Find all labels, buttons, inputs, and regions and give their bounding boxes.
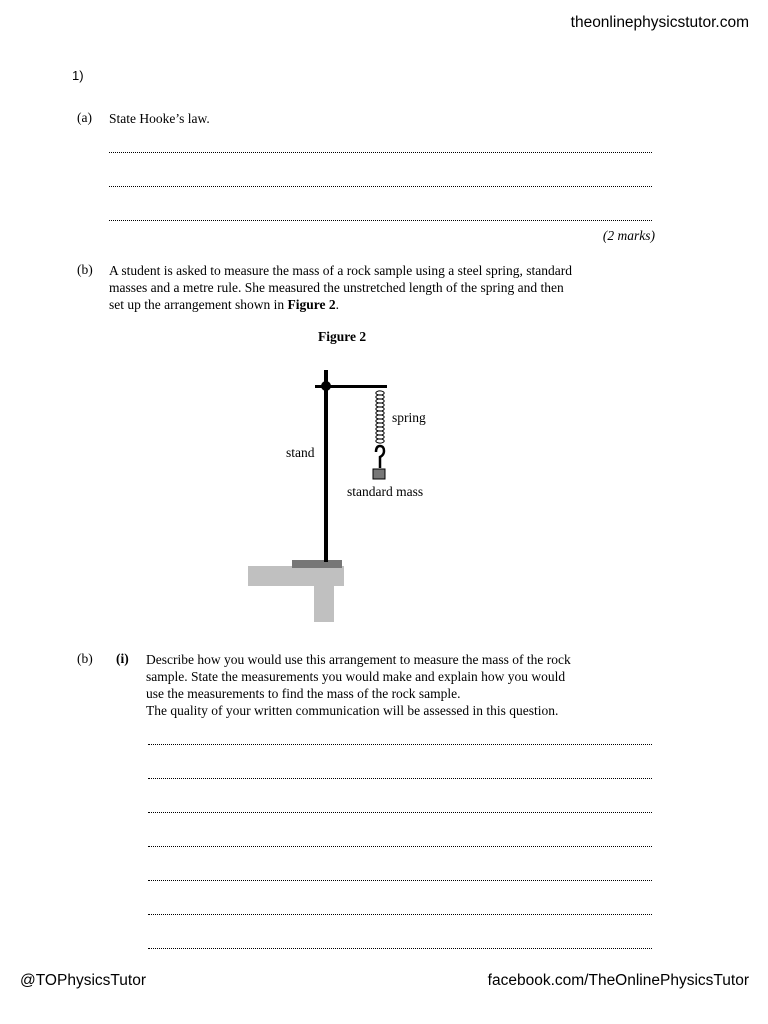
figure-title: Figure 2 <box>318 329 367 344</box>
part-b-i-line-4: The quality of your written communication will be assessed in this question. <box>146 703 559 718</box>
answer-line-a2[interactable] <box>109 186 652 187</box>
part-b-line-3-text: set up the arrangement shown in <box>109 297 288 312</box>
part-a-label: (a) <box>77 110 92 125</box>
label-standard-mass: standard mass <box>347 484 424 499</box>
part-b-line-3 <box>109 296 669 313</box>
answer-line-b3[interactable] <box>148 812 652 813</box>
hook <box>376 446 384 468</box>
part-b-line-1: A student is asked to measure the mass of a rock sample using a steel spring, standard <box>109 263 573 278</box>
part-b-end-punct: . <box>335 297 339 312</box>
part-a-marks: (2 marks) <box>602 228 655 243</box>
part-b-i-text <box>146 651 666 719</box>
part-b-text <box>109 262 669 313</box>
site-url[interactable]: theonlinephysicstutor.com <box>570 14 749 31</box>
footer-twitter-handle[interactable]: @TOPhysicsTutor <box>20 972 146 989</box>
answer-line-b5[interactable] <box>148 880 652 881</box>
standard-mass-block <box>373 469 385 479</box>
answer-line-b6[interactable] <box>148 914 652 915</box>
answer-line-b1[interactable] <box>148 744 652 745</box>
question-number: 1) <box>72 68 84 83</box>
answer-line-a1[interactable] <box>109 152 652 153</box>
label-spring: spring <box>392 410 426 425</box>
label-stand: stand <box>286 445 315 460</box>
bench-leg <box>314 566 334 622</box>
figure-reference: Figure 2 <box>287 297 336 312</box>
part-a-prompt: State Hooke’s law. <box>109 111 210 126</box>
answer-line-a3[interactable] <box>109 220 652 221</box>
part-b-i-label: (b) <box>77 651 93 666</box>
part-b-line-2: masses and a metre rule. She measured the unstretched length of the spring and then <box>109 280 564 295</box>
part-b-i-line-2: sample. State the measurements you would make and explain how you would <box>146 669 566 684</box>
part-b-i-line-1: Describe how you would use this arrangement to measure the mass of the rock <box>146 652 571 667</box>
stand-base <box>292 560 342 568</box>
footer-facebook-link[interactable]: facebook.com/TheOnlinePhysicsTutor <box>487 972 749 989</box>
answer-line-b4[interactable] <box>148 846 652 847</box>
clamp-boss <box>321 381 331 391</box>
answer-line-b2[interactable] <box>148 778 652 779</box>
part-b-i-sublabel: (i) <box>116 651 129 666</box>
stand-rod <box>324 370 328 562</box>
part-b-i-line-3: use the measurements to find the mass of the rock sample. <box>146 686 461 701</box>
spring-coils <box>376 391 384 443</box>
answer-line-b7[interactable] <box>148 948 652 949</box>
part-b-label: (b) <box>77 262 93 277</box>
